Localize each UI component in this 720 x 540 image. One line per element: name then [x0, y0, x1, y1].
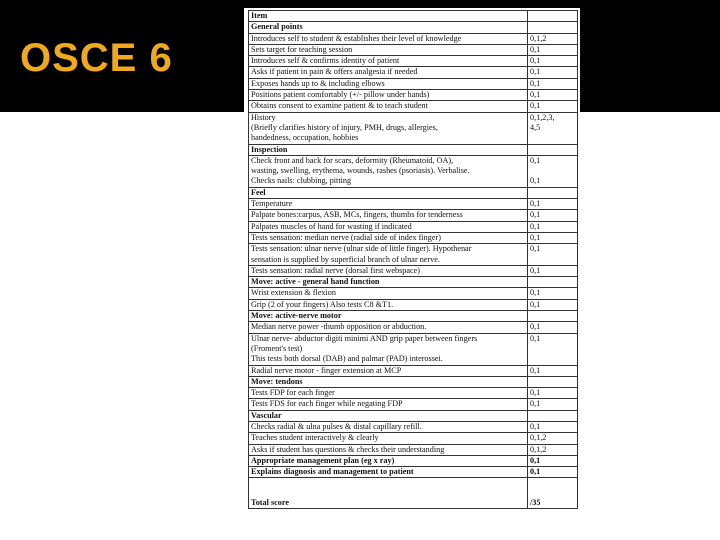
scanned-marksheet — [244, 8, 580, 528]
score-cell: 0,1 — [528, 78, 578, 89]
item-cell: Obtains consent to examine patient & to teach student — [249, 101, 528, 112]
table-row — [249, 155, 578, 187]
item-cell: Appropriate management plan (eg x ray) — [249, 455, 528, 466]
score-cell: 0,1 — [528, 221, 578, 232]
score-cell: 0,1 — [528, 455, 578, 466]
item-cell: Palpate bones:carpus, ASB, MCs, fingers, thumbs for tenderness — [249, 210, 528, 221]
score-cell: 0,1 — [528, 199, 578, 210]
section-row — [249, 376, 578, 387]
score-cell: 0,1,2,3, 4,5 — [528, 112, 578, 144]
table-header-row — [249, 11, 578, 22]
table-row — [249, 232, 578, 243]
score-cell: 0,1 — [528, 365, 578, 376]
score-cell: 0,1 — [528, 232, 578, 243]
item-cell: Palpates muscles of hand for wasting if indicated — [249, 221, 528, 232]
score-cell: 0,1 — [528, 265, 578, 276]
table-row — [249, 67, 578, 78]
table-row — [249, 322, 578, 333]
score-cell — [528, 410, 578, 421]
item-cell: Exposes hands up to & including elbows — [249, 78, 528, 89]
score-cell: 0,1 — [528, 67, 578, 78]
item-cell: Tests sensation: radial nerve (dorsal first webspace) — [249, 265, 528, 276]
section-row — [249, 467, 578, 478]
item-cell: Tests FDP for each finger — [249, 388, 528, 399]
slide-title: OSCE 6 — [20, 36, 173, 80]
section-row — [249, 455, 578, 466]
item-cell: Tests sensation: median nerve (radial side of index finger) — [249, 232, 528, 243]
table-row — [249, 444, 578, 455]
total-label: Total score — [249, 478, 528, 509]
table-row — [249, 388, 578, 399]
table-row — [249, 265, 578, 276]
score-cell: 0,1 — [528, 44, 578, 55]
header-item: Item — [249, 11, 528, 22]
score-cell: 0,1 — [528, 299, 578, 310]
item-cell: Checks radial & ulna pulses & distal capillary refill. — [249, 421, 528, 432]
item-cell: Teaches student interactively & clearly — [249, 433, 528, 444]
item-cell: Tests sensation: ulnar nerve (ulnar side of little finger). Hypothenar sensation is supplied by superficial branch of ulnar nerve. — [249, 244, 528, 266]
item-cell: Move: active - general hand function — [249, 277, 528, 288]
score-cell: 0,1,2 — [528, 444, 578, 455]
score-cell: 0,1,2 — [528, 33, 578, 44]
item-cell: Move: active-nerve motor — [249, 311, 528, 322]
item-cell: History (Briefly clarifies history of injury, PMH, drugs, allergies, handedness, occupation, hobbies — [249, 112, 528, 144]
osce-checklist-table — [248, 10, 578, 509]
table-row — [249, 421, 578, 432]
score-cell: 0,1 — [528, 90, 578, 101]
item-cell: Ulnar nerve- abductor digiti minimi AND grip paper between fingers (Froment's test) This tests both dorsal (DAB) and palmar (PAD) interossei. — [249, 333, 528, 365]
score-cell: 0,1 — [528, 56, 578, 67]
score-cell: 0,1 — [528, 288, 578, 299]
score-cell: 0,1 — [528, 333, 578, 365]
section-row — [249, 22, 578, 33]
header-score — [528, 11, 578, 22]
score-cell: 0,1 — [528, 421, 578, 432]
table-row — [249, 433, 578, 444]
score-cell — [528, 144, 578, 155]
item-cell: Grip (2 of your fingers) Also tests C8 &T1. — [249, 299, 528, 310]
item-cell: Introduces self & confirms identity of patient — [249, 56, 528, 67]
item-cell: Explains diagnosis and management to patient — [249, 467, 528, 478]
score-cell — [528, 311, 578, 322]
table-row — [249, 244, 578, 266]
score-cell — [528, 277, 578, 288]
table-row — [249, 288, 578, 299]
item-cell: Vascular — [249, 410, 528, 421]
table-row — [249, 299, 578, 310]
table-row — [249, 399, 578, 410]
table-row — [249, 101, 578, 112]
total-score: /35 — [528, 478, 578, 509]
item-cell: Asks if patient in pain & offers analgesia if needed — [249, 67, 528, 78]
score-cell: 0,1 — [528, 388, 578, 399]
item-cell: Introduces self to student & establishes their level of knowledge — [249, 33, 528, 44]
score-cell: 0,1 — [528, 244, 578, 266]
item-cell: Inspection — [249, 144, 528, 155]
item-cell: Temperature — [249, 199, 528, 210]
item-cell: Radial nerve motor - finger extension at MCP — [249, 365, 528, 376]
table-row — [249, 78, 578, 89]
table-row — [249, 44, 578, 55]
section-row — [249, 311, 578, 322]
table-row — [249, 333, 578, 365]
item-cell: Check front and back for scars, deformity (Rheumatoid, OA), wasting, swelling, erythema, wounds, rashes (psoriasis). Verbalise. Checks nails: clubbing, pitting — [249, 155, 528, 187]
total-row — [249, 478, 578, 509]
section-row — [249, 410, 578, 421]
table-row — [249, 221, 578, 232]
table-row — [249, 199, 578, 210]
score-cell: 0,1,2 — [528, 433, 578, 444]
table-row — [249, 56, 578, 67]
score-cell: 0,1 — [528, 399, 578, 410]
item-cell: Sets target for teaching session — [249, 44, 528, 55]
table-row — [249, 112, 578, 144]
table-row — [249, 90, 578, 101]
item-cell: Positions patient comfortably (+/- pillow under hands) — [249, 90, 528, 101]
table-row — [249, 365, 578, 376]
item-cell: Asks if student has questions & checks their understanding — [249, 444, 528, 455]
table-row — [249, 210, 578, 221]
item-cell: Feel — [249, 187, 528, 198]
section-row — [249, 277, 578, 288]
section-row — [249, 144, 578, 155]
table-row — [249, 33, 578, 44]
score-cell — [528, 187, 578, 198]
item-cell: Move: tendons — [249, 376, 528, 387]
score-cell: 0,1 — [528, 101, 578, 112]
item-cell: Wrist extension & flexion — [249, 288, 528, 299]
section-row — [249, 187, 578, 198]
score-cell — [528, 22, 578, 33]
score-cell — [528, 376, 578, 387]
item-cell: Tests FDS for each finger while negating FDP — [249, 399, 528, 410]
score-cell: 0,1 — [528, 467, 578, 478]
score-cell: 0,1 — [528, 210, 578, 221]
item-cell: Median nerve power -thumb opposition or abduction. — [249, 322, 528, 333]
score-cell: 0,1 — [528, 322, 578, 333]
score-cell: 0,1 0,1 — [528, 155, 578, 187]
item-cell: General points — [249, 22, 528, 33]
